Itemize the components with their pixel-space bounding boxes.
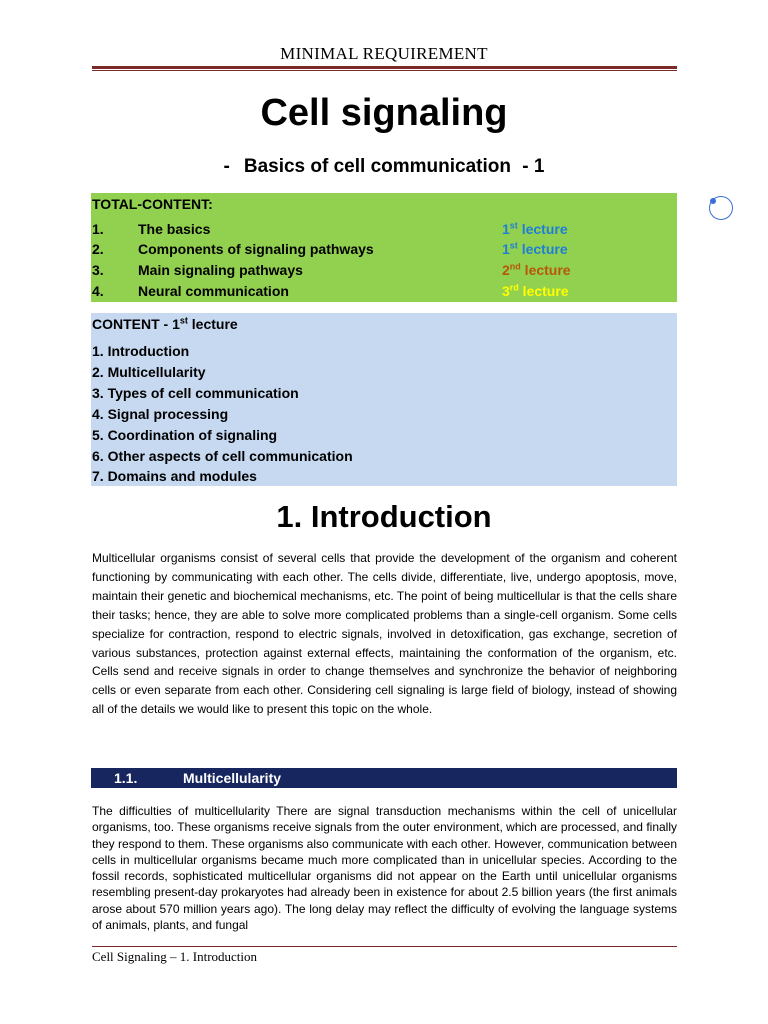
row-topic: Components of signaling pathways bbox=[138, 241, 374, 257]
subsection-title: Multicellularity bbox=[183, 770, 282, 786]
nav-dot-icon bbox=[710, 198, 716, 204]
header-rule bbox=[92, 66, 677, 71]
footer-rule bbox=[92, 946, 677, 947]
lecture-word: lecture bbox=[517, 241, 568, 257]
content-list-item: 6. Other aspects of cell communication bbox=[92, 448, 353, 464]
running-footer: Cell Signaling – 1. Introduction bbox=[92, 949, 258, 964]
lecture-word: lecture bbox=[520, 262, 571, 278]
lecture-suffix: st bbox=[509, 240, 518, 251]
lecture-content-heading bbox=[92, 316, 238, 332]
lecture-content-box bbox=[91, 313, 677, 486]
subtitle-text: Basics of cell communication bbox=[243, 156, 511, 177]
content-list-item: 7. Domains and modules bbox=[92, 468, 257, 484]
row-lecture bbox=[502, 241, 568, 257]
heading-prefix: CONTENT - 1 bbox=[92, 316, 180, 332]
row-topic: The basics bbox=[138, 221, 211, 237]
page-subtitle bbox=[0, 156, 768, 178]
multicellularity-paragraph: The difficulties of multicellularity There are signal transduction mechanisms within the cell of unicellular organisms, too. These organisms receive signals from the outer environment, which are processed, and finally they respond to them. These organisms also communicate with each other. However, communication between cells in multicellular organisms became much more complicated than in unicellular species. According to the fossil records, sophisticated multicellular organisms did not appear on the Earth until unicellular organisms resembling present-day prokaryotes had already been in existence for about 2.5 billion years (the first animals arose about 570 million years ago). The long delay may reflect the difficulty of evolving the language systems of animals, plants, and fungal bbox=[92, 804, 677, 933]
lecture-word: lecture bbox=[518, 283, 569, 299]
content-list-item: 2. Multicellularity bbox=[92, 364, 206, 380]
subtitle-dash-right: - 1 bbox=[522, 156, 545, 177]
row-number: 1. bbox=[92, 221, 104, 237]
total-content-box bbox=[91, 193, 677, 302]
lecture-suffix: rd bbox=[509, 282, 519, 293]
content-list-item: 5. Coordination of signaling bbox=[92, 427, 278, 443]
lecture-ordinal: 1 bbox=[502, 241, 510, 257]
row-topic: Main signaling pathways bbox=[138, 262, 303, 278]
intro-paragraph: Multicellular organisms consist of several cells that provide the development of the organism and coherent functioning by communicating with each other. The cells divide, differentiate, live, undergo apoptosis, move, maintain their genetic and biochemical mechanisms, etc. The point of being multicellular is that the cells share their tasks; hence, they are able to solve more complicated problems than a single-cell organism. Some cells specialize for contraction, respond to electric signals, involved in detoxification, gas exchange, secretion of various substances, protection against external effects, maintaining the conformation of the organism, etc. Cells send and receive signals in order to change themselves and synchronize the behavior of neighboring cells or even separate from each other. Considering cell signaling is large field of biology, instead of showing all of the details we would like to present this topic on the whole. bbox=[92, 551, 677, 717]
row-lecture bbox=[502, 283, 569, 299]
circle-nav-icon[interactable] bbox=[709, 196, 733, 220]
page-title: Cell signaling bbox=[260, 92, 508, 134]
lecture-ordinal: 3 bbox=[502, 283, 510, 299]
row-number: 3. bbox=[92, 262, 104, 278]
running-header: MINIMAL REQUIREMENT bbox=[280, 44, 488, 63]
heading-rest: lecture bbox=[187, 316, 238, 332]
total-content-row bbox=[92, 221, 677, 242]
subtitle-dash-left: - bbox=[223, 156, 230, 177]
row-number: 4. bbox=[92, 283, 104, 299]
total-content-row bbox=[92, 241, 677, 262]
total-content-heading: TOTAL-CONTENT: bbox=[92, 196, 213, 212]
row-lecture bbox=[502, 262, 571, 278]
lecture-suffix: st bbox=[509, 220, 518, 231]
lecture-ordinal: 2 bbox=[502, 262, 510, 278]
subsection-number: 1.1. bbox=[114, 770, 138, 786]
lecture-ordinal: 1 bbox=[502, 221, 510, 237]
row-topic: Neural communication bbox=[138, 283, 289, 299]
total-content-row bbox=[92, 262, 677, 283]
content-list-item: 3. Types of cell communication bbox=[92, 385, 299, 401]
content-list-item: 1. Introduction bbox=[92, 343, 190, 359]
lecture-suffix: nd bbox=[509, 261, 521, 272]
row-lecture bbox=[502, 221, 568, 237]
subsection-heading-bar bbox=[91, 768, 677, 788]
lecture-word: lecture bbox=[517, 221, 568, 237]
row-number: 2. bbox=[92, 241, 104, 257]
heading-suffix: st bbox=[179, 315, 188, 326]
content-list-item: 4. Signal processing bbox=[92, 406, 229, 422]
section-heading: 1. Introduction bbox=[276, 499, 492, 534]
total-content-row bbox=[92, 283, 677, 304]
